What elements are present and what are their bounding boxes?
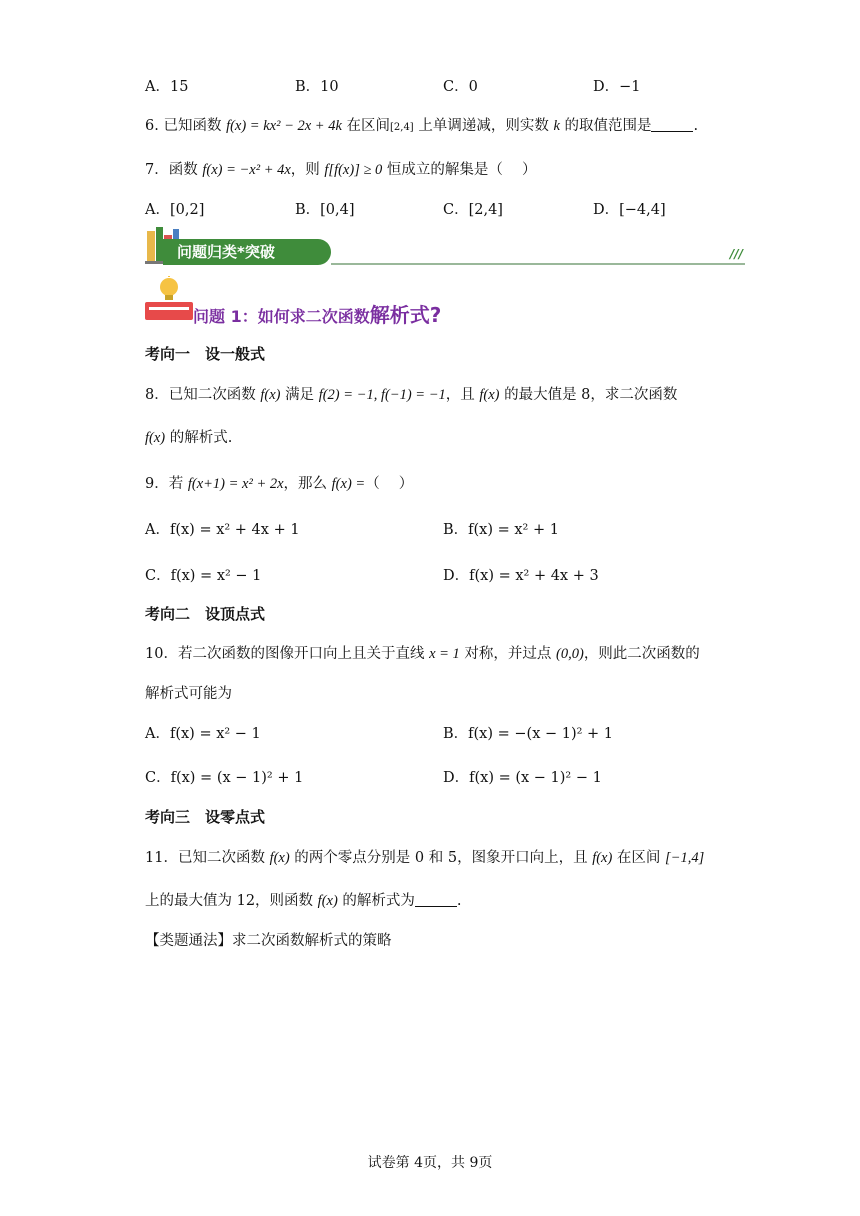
direction-3-heading: 考向三 设零点式 bbox=[145, 808, 266, 826]
q10-option-a: A．f(x) = x² − 1 bbox=[145, 726, 261, 742]
q7-option-c: C．[2,4] bbox=[443, 202, 503, 218]
q9-option-c: C．f(x) = x² − 1 bbox=[145, 568, 262, 584]
section-slashes: /// bbox=[729, 247, 743, 261]
q9-option-a: A．f(x) = x² + 4x + 1 bbox=[145, 522, 300, 538]
q10-option-c: C．f(x) = (x − 1)² + 1 bbox=[145, 770, 304, 786]
direction-1-heading: 考向一 设一般式 bbox=[145, 345, 266, 363]
problem-1-title: 问题 1：如何求二次函数解析式? bbox=[193, 303, 442, 327]
q6-formula: f(x) = kx² − 2x + 4k bbox=[226, 118, 342, 134]
method-note: 【类题通法】求二次函数解析式的策略 bbox=[145, 933, 392, 949]
page-footer: 试卷第 4页，共 9页 bbox=[367, 1155, 493, 1171]
q10-option-b: B．f(x) = −(x − 1)² + 1 bbox=[443, 726, 614, 742]
q5-option-d: D．−1 bbox=[593, 79, 641, 95]
question-7: 7．函数 f(x) = −x² + 4x，则 f[f(x)] ≥ 0 恒成立的解集是（ ） bbox=[145, 162, 537, 178]
question-8: 8．已知二次函数 f(x) 满足 f(2) = −1, f(−1) = −1，且 f(x) 的最大值是 8，求二次函数 bbox=[145, 387, 678, 403]
q10-option-d: D．f(x) = (x − 1)² − 1 bbox=[443, 770, 602, 786]
book-stripe bbox=[145, 302, 193, 320]
direction-2-heading: 考向二 设顶点式 bbox=[145, 605, 266, 623]
section-rule bbox=[331, 263, 745, 265]
q7-option-b: B．[0,4] bbox=[295, 202, 355, 218]
q9-option-b: B．f(x) = x² + 1 bbox=[443, 522, 559, 538]
question-11: 11．已知二次函数 f(x) 的两个零点分别是 0 和 5，图象开口向上，且 f(x) 在区间 [−1,4] bbox=[145, 850, 705, 866]
question-9: 9．若 f(x+1) = x² + 2x，那么 f(x) =（ ） bbox=[145, 476, 414, 492]
answer-blank bbox=[651, 117, 693, 132]
section-banner bbox=[145, 225, 745, 267]
q5-option-a: A．15 bbox=[145, 79, 189, 95]
question-8-cont: f(x) 的解析式. bbox=[145, 430, 233, 446]
q9-option-d: D．f(x) = x² + 4x + 3 bbox=[443, 568, 599, 584]
question-10: 10．若二次函数的图像开口向上且关于直线 x = 1 对称，并过点 (0,0)，则此二次函数的 bbox=[145, 646, 700, 662]
q7-option-d: D．[−4,4] bbox=[593, 202, 666, 218]
question-6: 6. 已知函数 f(x) = kx² − 2x + 4k 在区间[2,4] 上单调递减，则实数 k 的取值范围是 . bbox=[145, 118, 699, 134]
question-11-cont: 上的最大值为 12，则函数 f(x) 的解析式为 . bbox=[145, 893, 462, 909]
answer-blank bbox=[415, 892, 457, 907]
q7-option-a: A．[0,2] bbox=[145, 202, 205, 218]
q5-option-b: B．10 bbox=[295, 79, 339, 95]
q5-option-c: C．0 bbox=[443, 79, 478, 95]
problem-1-heading bbox=[145, 276, 475, 326]
section-title: 问题归类*突破 bbox=[163, 239, 331, 265]
q7-formula: f(x) = −x² + 4x bbox=[202, 162, 291, 178]
question-10-cont: 解析式可能为 bbox=[145, 686, 232, 702]
